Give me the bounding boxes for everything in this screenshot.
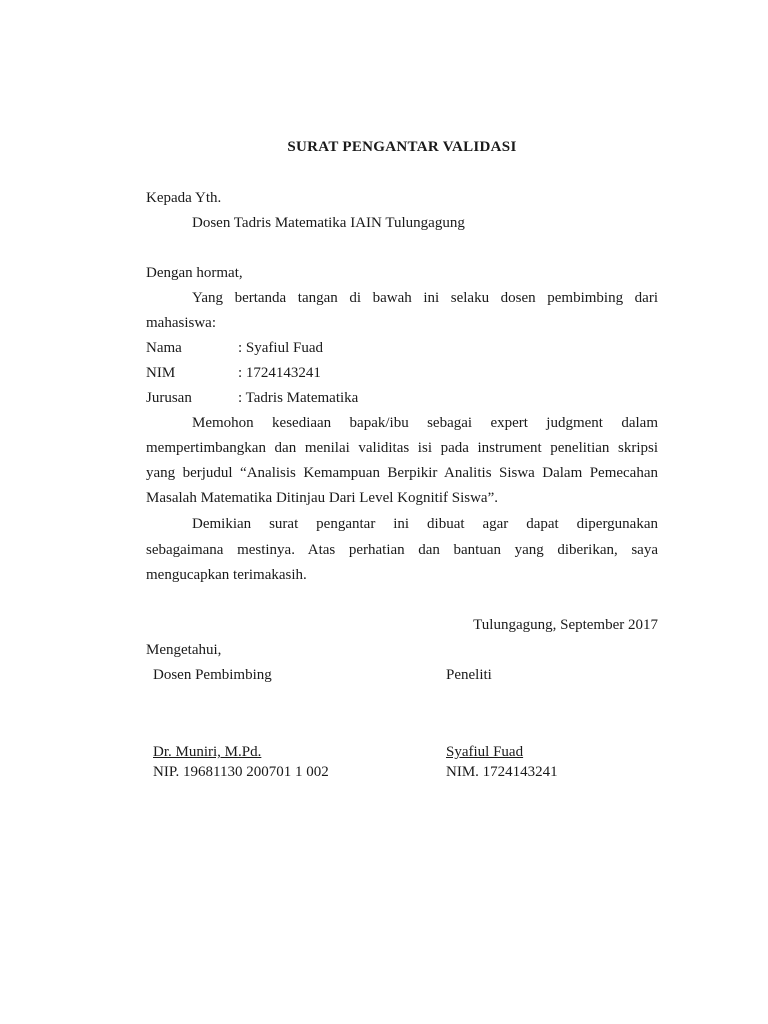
place-date: Tulungagung, September 2017 [473,617,658,633]
signatory-role: Peneliti [446,667,492,683]
acknowledged-label: Mengetahui, [146,642,222,658]
signatory-role: Dosen Pembimbing [153,667,272,683]
signatory-id: NIM. 1724143241 [446,764,558,780]
field-value-jurusan: : Tadris Matematika [238,390,359,406]
signatory-id: NIP. 19681130 200701 1 002 [153,764,329,780]
recipient-name: Dosen Tadris Matematika IAIN Tulungagung [192,215,465,231]
field-value-nama: : Syafiul Fuad [238,340,323,356]
signatory-name: Syafiul Fuad [446,744,524,760]
paragraph-line: Memohon kesediaan bapak/ibu sebagai expert judgment dalam [192,415,658,431]
signatory-name: Dr. Muniri, M.Pd. [153,744,262,760]
letter-title: SURAT PENGANTAR VALIDASI [287,139,517,155]
paragraph-line: Demikian surat pengantar ini dibuat agar dapat dipergunakan [192,516,658,532]
paragraph-line: Masalah Matematika Ditinjau Dari Level Kognitif Siswa”. [146,490,498,506]
intro-line: Yang bertanda tangan di bawah ini selaku dosen pembimbing dari [192,290,658,306]
recipient-label: Kepada Yth. [146,190,222,206]
intro-line: mahasiswa: [146,315,216,331]
paragraph-line: yang berjudul “Analisis Kemampuan Berpikir Analitis Siswa Dalam Pemecahan [146,465,658,481]
field-label-jurusan: Jurusan [146,390,192,406]
paragraph-line: mengucapkan terimakasih. [146,567,307,583]
paragraph-line: mempertimbangkan dan menilai validitas isi pada instrument penelitian skripsi [146,440,658,456]
field-label-nim: NIM [146,365,176,381]
field-value-nim: : 1724143241 [238,365,321,381]
paragraph-line: sebagaimana mestinya. Atas perhatian dan bantuan yang diberikan, saya [146,542,658,558]
field-label-nama: Nama [146,340,182,356]
greeting: Dengan hormat, [146,265,243,281]
